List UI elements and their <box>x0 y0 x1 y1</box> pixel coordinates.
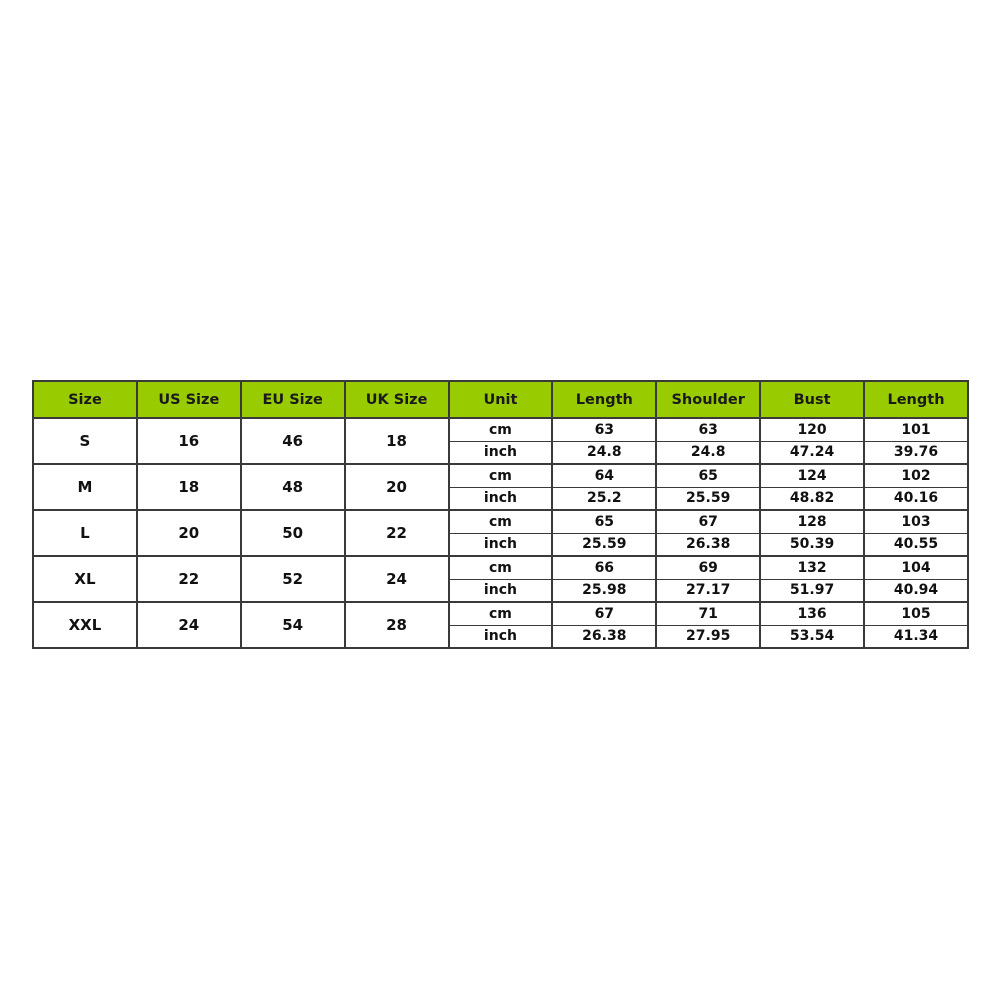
unit-cell: cm <box>449 556 553 579</box>
uk-size-cell: 22 <box>345 510 449 556</box>
length-cell: 24.8 <box>552 441 656 464</box>
length-2-cell: 102 <box>864 464 968 487</box>
shoulder-cell: 27.95 <box>656 625 760 648</box>
shoulder-cell: 67 <box>656 510 760 533</box>
table-row <box>33 602 968 625</box>
size-cell: XL <box>33 556 137 602</box>
length-2-cell: 40.55 <box>864 533 968 556</box>
length-cell: 67 <box>552 602 656 625</box>
unit-cell: inch <box>449 625 553 648</box>
header-eu-size: EU Size <box>241 381 345 418</box>
eu-size-cell: 46 <box>241 418 345 464</box>
length-2-cell: 105 <box>864 602 968 625</box>
uk-size-cell: 20 <box>345 464 449 510</box>
bust-cell: 51.97 <box>760 579 864 602</box>
unit-cell: inch <box>449 533 553 556</box>
size-cell: L <box>33 510 137 556</box>
bust-cell: 48.82 <box>760 487 864 510</box>
us-size-cell: 16 <box>137 418 241 464</box>
length-cell: 65 <box>552 510 656 533</box>
length-cell: 25.98 <box>552 579 656 602</box>
header-unit: Unit <box>449 381 553 418</box>
table-row <box>33 418 968 441</box>
us-size-cell: 22 <box>137 556 241 602</box>
length-2-cell: 101 <box>864 418 968 441</box>
shoulder-cell: 25.59 <box>656 487 760 510</box>
us-size-cell: 18 <box>137 464 241 510</box>
shoulder-cell: 24.8 <box>656 441 760 464</box>
shoulder-cell: 65 <box>656 464 760 487</box>
length-2-cell: 40.16 <box>864 487 968 510</box>
uk-size-cell: 24 <box>345 556 449 602</box>
length-cell: 26.38 <box>552 625 656 648</box>
length-2-cell: 103 <box>864 510 968 533</box>
bust-cell: 120 <box>760 418 864 441</box>
shoulder-cell: 63 <box>656 418 760 441</box>
eu-size-cell: 52 <box>241 556 345 602</box>
shoulder-cell: 27.17 <box>656 579 760 602</box>
header-size: Size <box>33 381 137 418</box>
unit-cell: cm <box>449 418 553 441</box>
header-length-2: Length <box>864 381 968 418</box>
header-shoulder: Shoulder <box>656 381 760 418</box>
us-size-cell: 20 <box>137 510 241 556</box>
length-2-cell: 39.76 <box>864 441 968 464</box>
size-cell: XXL <box>33 602 137 648</box>
shoulder-cell: 71 <box>656 602 760 625</box>
length-cell: 25.2 <box>552 487 656 510</box>
uk-size-cell: 18 <box>345 418 449 464</box>
table-row <box>33 556 968 579</box>
length-cell: 66 <box>552 556 656 579</box>
unit-cell: inch <box>449 579 553 602</box>
bust-cell: 124 <box>760 464 864 487</box>
length-2-cell: 40.94 <box>864 579 968 602</box>
length-cell: 64 <box>552 464 656 487</box>
header-uk-size: UK Size <box>345 381 449 418</box>
length-cell: 25.59 <box>552 533 656 556</box>
eu-size-cell: 48 <box>241 464 345 510</box>
bust-cell: 47.24 <box>760 441 864 464</box>
size-chart-table <box>32 380 969 649</box>
shoulder-cell: 26.38 <box>656 533 760 556</box>
bust-cell: 132 <box>760 556 864 579</box>
bust-cell: 136 <box>760 602 864 625</box>
shoulder-cell: 69 <box>656 556 760 579</box>
bust-cell: 128 <box>760 510 864 533</box>
unit-cell: inch <box>449 487 553 510</box>
header-bust: Bust <box>760 381 864 418</box>
header-length: Length <box>552 381 656 418</box>
us-size-cell: 24 <box>137 602 241 648</box>
size-cell: S <box>33 418 137 464</box>
eu-size-cell: 50 <box>241 510 345 556</box>
length-2-cell: 104 <box>864 556 968 579</box>
unit-cell: cm <box>449 510 553 533</box>
table-row <box>33 464 968 487</box>
uk-size-cell: 28 <box>345 602 449 648</box>
bust-cell: 53.54 <box>760 625 864 648</box>
unit-cell: inch <box>449 441 553 464</box>
size-cell: M <box>33 464 137 510</box>
length-2-cell: 41.34 <box>864 625 968 648</box>
header-us-size: US Size <box>137 381 241 418</box>
header-row <box>33 381 968 418</box>
length-cell: 63 <box>552 418 656 441</box>
unit-cell: cm <box>449 464 553 487</box>
unit-cell: cm <box>449 602 553 625</box>
eu-size-cell: 54 <box>241 602 345 648</box>
table-row <box>33 510 968 533</box>
bust-cell: 50.39 <box>760 533 864 556</box>
